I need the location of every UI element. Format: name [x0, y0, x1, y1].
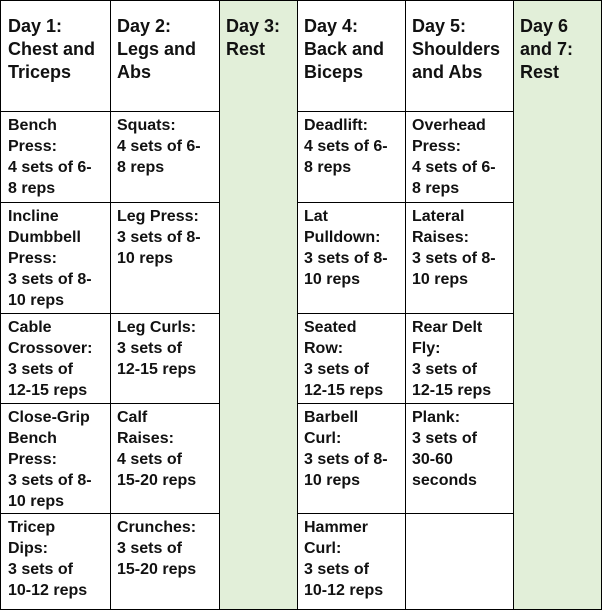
- header-day2: Day 2: Legs and Abs: [117, 16, 197, 82]
- exercise-cell: Cable Crossover: 3 sets of 12-15 reps: [8, 319, 93, 399]
- exercise-cell: Squats: 4 sets of 6- 8 reps: [117, 117, 201, 176]
- header-day4: Day 4: Back and Biceps: [304, 16, 385, 82]
- exercise-cell: Rear Delt Fly: 3 sets of 12-15 reps: [412, 319, 492, 399]
- header-day3: Day 3: Rest: [226, 16, 281, 59]
- header-day5: Day 5: Shoulders and Abs: [412, 16, 501, 82]
- header-day6-7: Day 6 and 7: Rest: [520, 16, 574, 82]
- exercise-cell: Close-Grip Bench Press: 3 sets of 8- 10 reps: [8, 409, 92, 510]
- exercise-cell: Seated Row: 3 sets of 12-15 reps: [304, 319, 384, 399]
- exercise-cell: Overhead Press: 4 sets of 6- 8 reps: [412, 117, 496, 197]
- exercise-cell: Leg Curls: 3 sets of 12-15 reps: [117, 319, 197, 378]
- exercise-cell: Tricep Dips: 3 sets of 10-12 reps: [8, 519, 88, 599]
- exercise-cell: Crunches: 3 sets of 15-20 reps: [117, 519, 197, 578]
- exercise-cell: Hammer Curl: 3 sets of 10-12 reps: [304, 519, 384, 599]
- header-day1: Day 1: Chest and Triceps: [8, 16, 96, 82]
- exercise-cell: Plank: 3 sets of 30-60 seconds: [412, 409, 477, 489]
- exercise-cell: Calf Raises: 4 sets of 15-20 reps: [117, 409, 197, 489]
- exercise-cell: Lat Pulldown: 3 sets of 8- 10 reps: [304, 208, 388, 288]
- exercise-cell: Leg Press: 3 sets of 8- 10 reps: [117, 208, 201, 267]
- exercise-cell: Deadlift: 4 sets of 6- 8 reps: [304, 117, 388, 176]
- exercise-cell: Barbell Curl: 3 sets of 8- 10 reps: [304, 409, 388, 489]
- exercise-cell: Lateral Raises: 3 sets of 8- 10 reps: [412, 208, 496, 288]
- exercise-cell-empty: [405, 513, 513, 609]
- exercise-cell: Incline Dumbbell Press: 3 sets of 8- 10 reps: [8, 208, 92, 309]
- exercise-cell: Bench Press: 4 sets of 6- 8 reps: [8, 117, 92, 197]
